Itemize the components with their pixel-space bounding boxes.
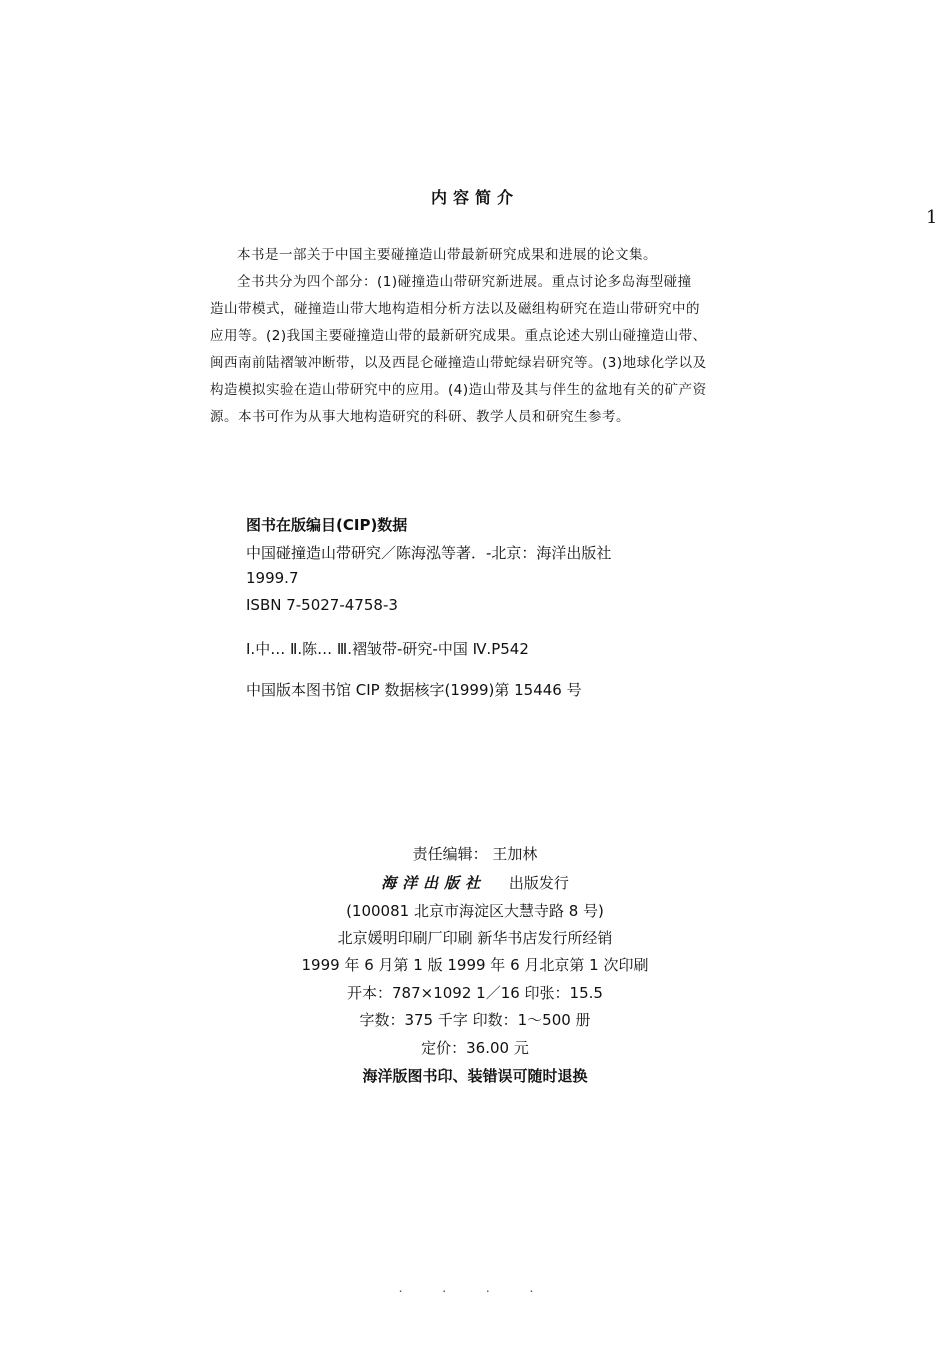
publisher-line	[0, 872, 950, 893]
intro-line: 闽西南前陆褶皱冲断带，以及西昆仑碰撞造山带蛇绿岩研究等。(3)地球化学以及	[210, 355, 707, 371]
editor-line: 责任编辑： 王加林	[412, 845, 538, 863]
intro-line: 源。本书可作为从事大地构造研究的科研、教学人员和研究生参考。	[210, 409, 630, 425]
edition-line: 1999 年 6 月第 1 版 1999 年 6 月北京第 1 次印刷	[301, 956, 649, 974]
printing-line: 北京媛明印刷厂印刷 新华书店发行所经销	[337, 929, 613, 947]
address-line: (100081 北京市海淀区大慧寺路 8 号)	[346, 902, 604, 920]
cip-heading: 图书在版编目(CIP)数据	[246, 516, 408, 534]
intro-line: 造山带模式，碰撞造山带大地构造相分析方法以及磁组构研究在造山带研究中的	[210, 301, 700, 317]
intro-line: 全书共分为四个部分：(1)碰撞造山带研究新进展。重点讨论多岛海型碰撞	[237, 274, 692, 290]
intro-line: 本书是一部关于中国主要碰撞造山带最新研究成果和进展的论文集。	[237, 247, 657, 263]
cip-date: 1999.7	[246, 569, 299, 587]
counts-line: 字数：375 千字 印数：1～500 册	[359, 1011, 591, 1029]
bottom-marks: . . . .	[398, 1281, 552, 1295]
cip-isbn: ISBN 7-5027-4758-3	[246, 596, 398, 614]
cip-classification: Ⅰ.中… Ⅱ.陈… Ⅲ.褶皱带-研究-中国 Ⅳ.P542	[246, 640, 529, 658]
intro-line: 应用等。(2)我国主要碰撞造山带的最新研究成果。重点论述大别山碰撞造山带、	[210, 328, 707, 344]
publisher-action: 出版发行	[508, 874, 569, 892]
intro-line: 构造模拟实验在造山带研究中的应用。(4)造山带及其与伴生的盆地有关的矿产资	[210, 382, 707, 398]
cip-title-line: 中国碰撞造山带研究／陈海泓等著．-北京：海洋出版社	[246, 544, 612, 562]
page-number: 1	[926, 207, 938, 228]
publisher-logo: 海洋出版社	[381, 874, 487, 892]
price-line: 定价：36.00 元	[421, 1039, 529, 1057]
format-line: 开本：787×1092 1／16 印张：15.5	[347, 984, 603, 1002]
intro-heading: 内容简介	[430, 188, 519, 207]
notice-line: 海洋版图书印、装错误可随时退换	[362, 1067, 588, 1085]
cip-number: 中国版本图书馆 CIP 数据核字(1999)第 15446 号	[246, 681, 582, 699]
